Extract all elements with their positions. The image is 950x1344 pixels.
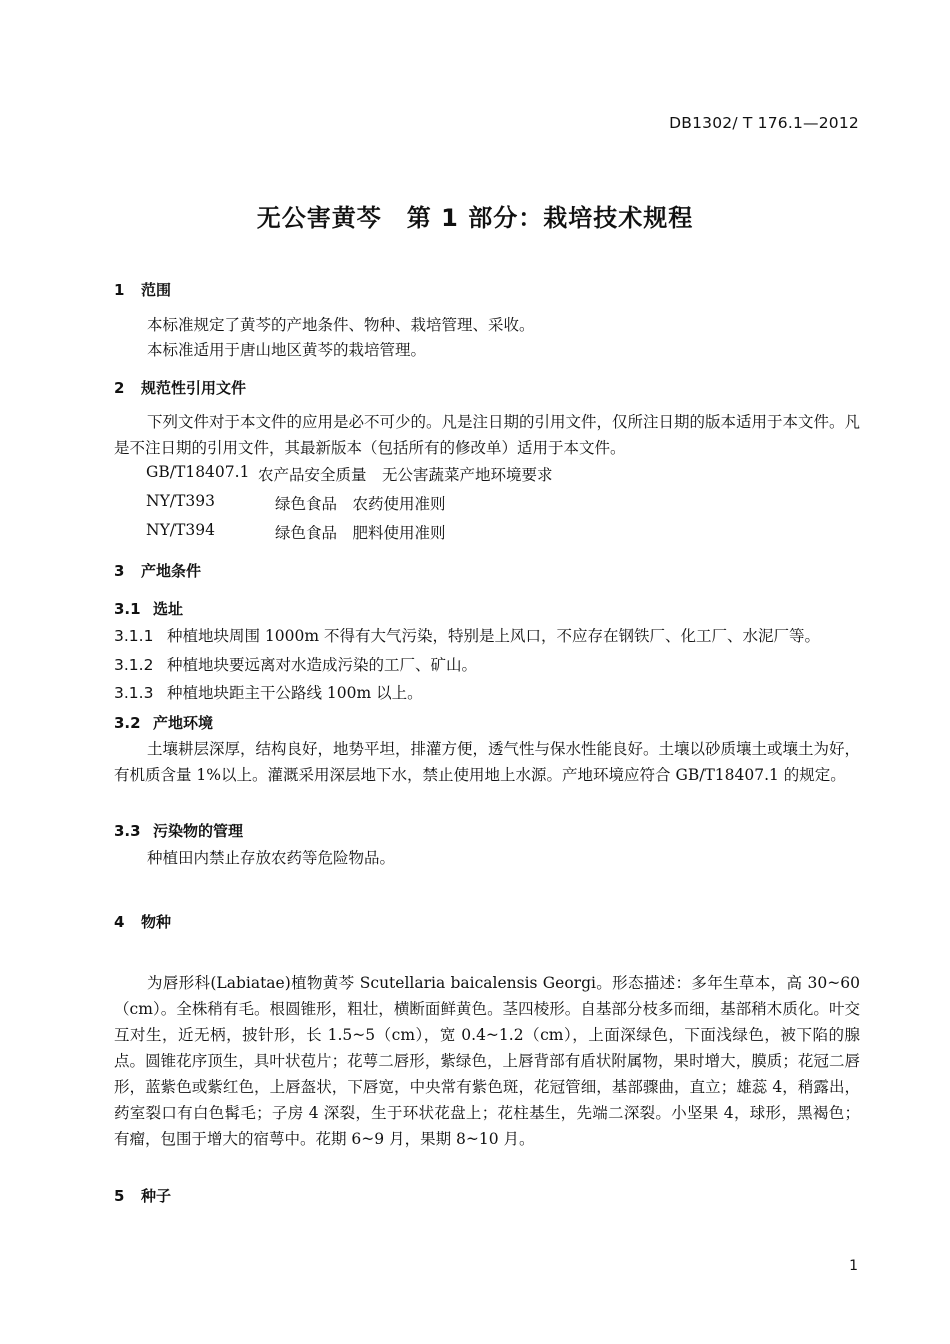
- subsection-heading-3-3: [114, 820, 243, 841]
- clause-text: 种植地块要远离对水造成污染的工厂、矿山。: [167, 656, 478, 674]
- reference-code: NY/T393: [146, 492, 215, 510]
- section-title: 选址: [153, 600, 184, 618]
- section-title: 污染物的管理: [153, 822, 244, 840]
- page-number: 1: [849, 1258, 858, 1274]
- section-title: 物种: [141, 913, 172, 931]
- subsection-heading-3-1: [114, 598, 183, 619]
- reference-code: NY/T394: [146, 521, 215, 539]
- paragraph-line: 本标准规定了黄芩的产地条件、物种、栽培管理、采收。: [147, 316, 535, 334]
- section-number: 3.1: [114, 600, 141, 618]
- section-heading-4: [114, 911, 171, 932]
- section-title: 范围: [141, 281, 172, 299]
- clause-text: 种植地块距主干公路线 100m 以上。: [167, 684, 423, 702]
- clause-number: 3.1.2: [114, 656, 154, 674]
- clause-3-1-1: [114, 624, 820, 648]
- section-heading-5: [114, 1185, 171, 1206]
- paragraph-line: 本标准适用于唐山地区黄芩的栽培管理。: [147, 341, 427, 359]
- clause-3-1-2: [114, 653, 477, 677]
- paragraph: 为唇形科(Labiatae)植物黄芩 Scutellaria baicalensis Georgi。形态描述：多年生草本，高 30~60（cm）。全株稍有毛。根圆锥形，粗壮，横断面鲜黄色。茎四棱形。自基部分枝多而细，基部稍木质化。叶交互对生，近无柄，披针形，长 1.5~5（cm），宽 0.4~1.2（cm），上面深绿色，下面浅绿色，被下陷的腺点。圆锥花序顶生，具叶状苞片；花萼二唇形，紫绿色，上唇背部有盾状附属物，果时增大，膜质；花冠二唇形，蓝紫色或紫红色，上唇盔状，下唇宽，中央常有紫色斑，花冠管细，基部骤曲，直立；雄蕊 4，稍露出，药室裂口有白色髯毛；子房 4 深裂，生于环状花盘上；花柱基生，先端二深裂。小坚果 4，球形，黑褐色；有瘤，包围于增大的宿萼中。花期 6~9 月，果期 8~10 月。: [114, 974, 860, 1148]
- section-title: 规范性引用文件: [141, 379, 247, 397]
- reference-title: 绿色食品 农药使用准则: [275, 495, 446, 513]
- section-heading-3: [114, 560, 201, 581]
- section-title: 产地条件: [141, 562, 202, 580]
- reference-code: GB/T18407.1: [146, 463, 250, 481]
- section-heading-2: [114, 377, 246, 398]
- reference-title: 农产品安全质量 无公害蔬菜产地环境要求: [258, 466, 553, 484]
- section-number: 3: [114, 562, 125, 580]
- clause-text: 种植地块周围 1000m 不得有大气污染，特别是上风口，不应存在钢铁厂、化工厂、水泥厂等。: [167, 627, 821, 645]
- paragraph: 土壤耕层深厚，结构良好，地势平坦，排灌方便，透气性与保水性能良好。土壤以砂质壤土或壤土为好，有机质含量 1%以上。灌溉采用深层地下水，禁止使用地上水源。产地环境应符合 GB/T18407.1 的规定。: [114, 740, 861, 784]
- section-title: 产地环境: [153, 714, 214, 732]
- section-number: 3.3: [114, 822, 141, 840]
- document-number: DB1302/ T 176.1—2012: [669, 114, 859, 132]
- section-number: 5: [114, 1187, 125, 1205]
- section-number: 3.2: [114, 714, 141, 732]
- section-number: 2: [114, 379, 125, 397]
- paragraph: 种植田内禁止存放农药等危险物品。: [147, 849, 396, 867]
- clause-number: 3.1.1: [114, 627, 154, 645]
- section-heading-1: [114, 279, 171, 300]
- section-number: 1: [114, 281, 125, 299]
- section-title: 种子: [141, 1187, 172, 1205]
- subsection-heading-3-2: [114, 712, 213, 733]
- reference-title: 绿色食品 肥料使用准则: [275, 524, 446, 542]
- clause-number: 3.1.3: [114, 684, 154, 702]
- section-number: 4: [114, 913, 125, 931]
- document-title: 无公害黄芩 第 1 部分：栽培技术规程: [256, 204, 694, 232]
- clause-3-1-3: [114, 681, 423, 705]
- paragraph: 下列文件对于本文件的应用是必不可少的。凡是注日期的引用文件，仅所注日期的版本适用于本文件。凡是不注日期的引用文件，其最新版本（包括所有的修改单）适用于本文件。: [114, 413, 861, 457]
